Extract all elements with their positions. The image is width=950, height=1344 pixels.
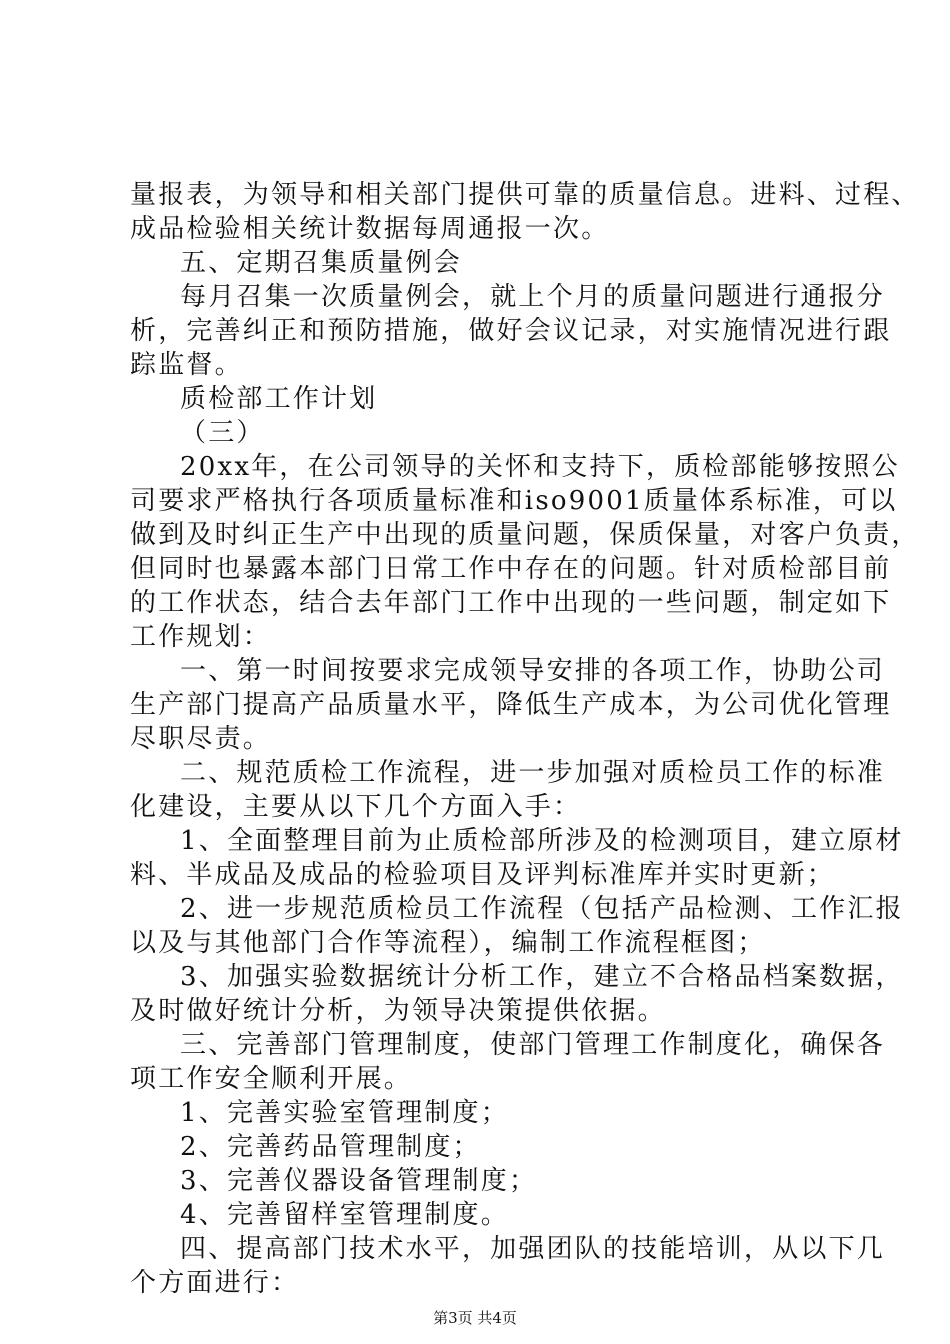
document-subtitle: （三） [180, 418, 265, 448]
text-line: 每月召集一次质量例会，就上个月的质量问题进行通报分 [180, 282, 886, 312]
text-line: 20xx年，在公司领导的关怀和支持下，质检部能够按照公 [180, 452, 900, 482]
text-line: 以及与其他部门合作等流程），编制工作流程框图； [130, 928, 766, 958]
text-line: 踪监督。 [130, 350, 243, 380]
text-line: 四、提高部门技术水平，加强团队的技能培训，从以下几 [180, 1234, 886, 1264]
text-line: 2、完善药品管理制度； [180, 1132, 481, 1162]
text-line: 及时做好统计分析，为领导决策提供依据。 [130, 996, 666, 1026]
text-line: 但同时也暴露本部门日常工作中存在的问题。针对质检部目前 [130, 554, 892, 584]
text-line: 4、完善留样室管理制度。 [180, 1200, 509, 1230]
page-footer: 第3页 共4页 [433, 1309, 517, 1327]
text-line: 成品检验相关统计数据每周通报一次。 [130, 214, 610, 244]
text-line: 1、全面整理目前为止质检部所涉及的检测项目，建立原材 [180, 826, 904, 856]
text-line: 一、第一时间按要求完成领导安排的各项工作，协助公司 [180, 656, 886, 686]
text-line: 的工作状态，结合去年部门工作中出现的一些问题，制定如下 [130, 588, 892, 618]
text-line: 三、完善部门管理制度，使部门管理工作制度化，确保各 [180, 1030, 886, 1060]
document-title: 质检部工作计划 [180, 384, 378, 414]
text-line: 2、进一步规范质检员工作流程（包括产品检测、工作汇报 [180, 894, 904, 924]
text-line: 个方面进行： [130, 1268, 300, 1298]
text-line: 工作规划： [130, 622, 272, 652]
text-line: 尽职尽责。 [130, 724, 272, 754]
text-line: 项工作安全顺利开展。 [130, 1064, 413, 1094]
text-line: 做到及时纠正生产中出现的质量问题，保质保量，对客户负责， [130, 520, 920, 550]
section-heading: 五、定期召集质量例会 [180, 248, 463, 278]
text-line: 生产部门提高产品质量水平，降低生产成本，为公司优化管理 [130, 690, 892, 720]
text-line: 料、半成品及成品的检验项目及评判标准库并实时更新； [130, 860, 836, 890]
text-line: 量报表，为领导和相关部门提供可靠的质量信息。进料、过程、 [130, 180, 920, 210]
text-line: 析，完善纠正和预防措施，做好会议记录，对实施情况进行跟 [130, 316, 892, 346]
text-line: 3、加强实验数据统计分析工作，建立不合格品档案数据， [180, 962, 904, 992]
text-line: 3、完善仪器设备管理制度； [180, 1166, 538, 1196]
text-line: 司要求严格执行各项质量标准和iso9001质量体系标准，可以 [130, 486, 898, 516]
text-line: 化建设，主要从以下几个方面入手： [130, 792, 582, 822]
text-line: 二、规范质检工作流程，进一步加强对质检员工作的标准 [180, 758, 886, 788]
text-line: 1、完善实验室管理制度； [180, 1098, 509, 1128]
